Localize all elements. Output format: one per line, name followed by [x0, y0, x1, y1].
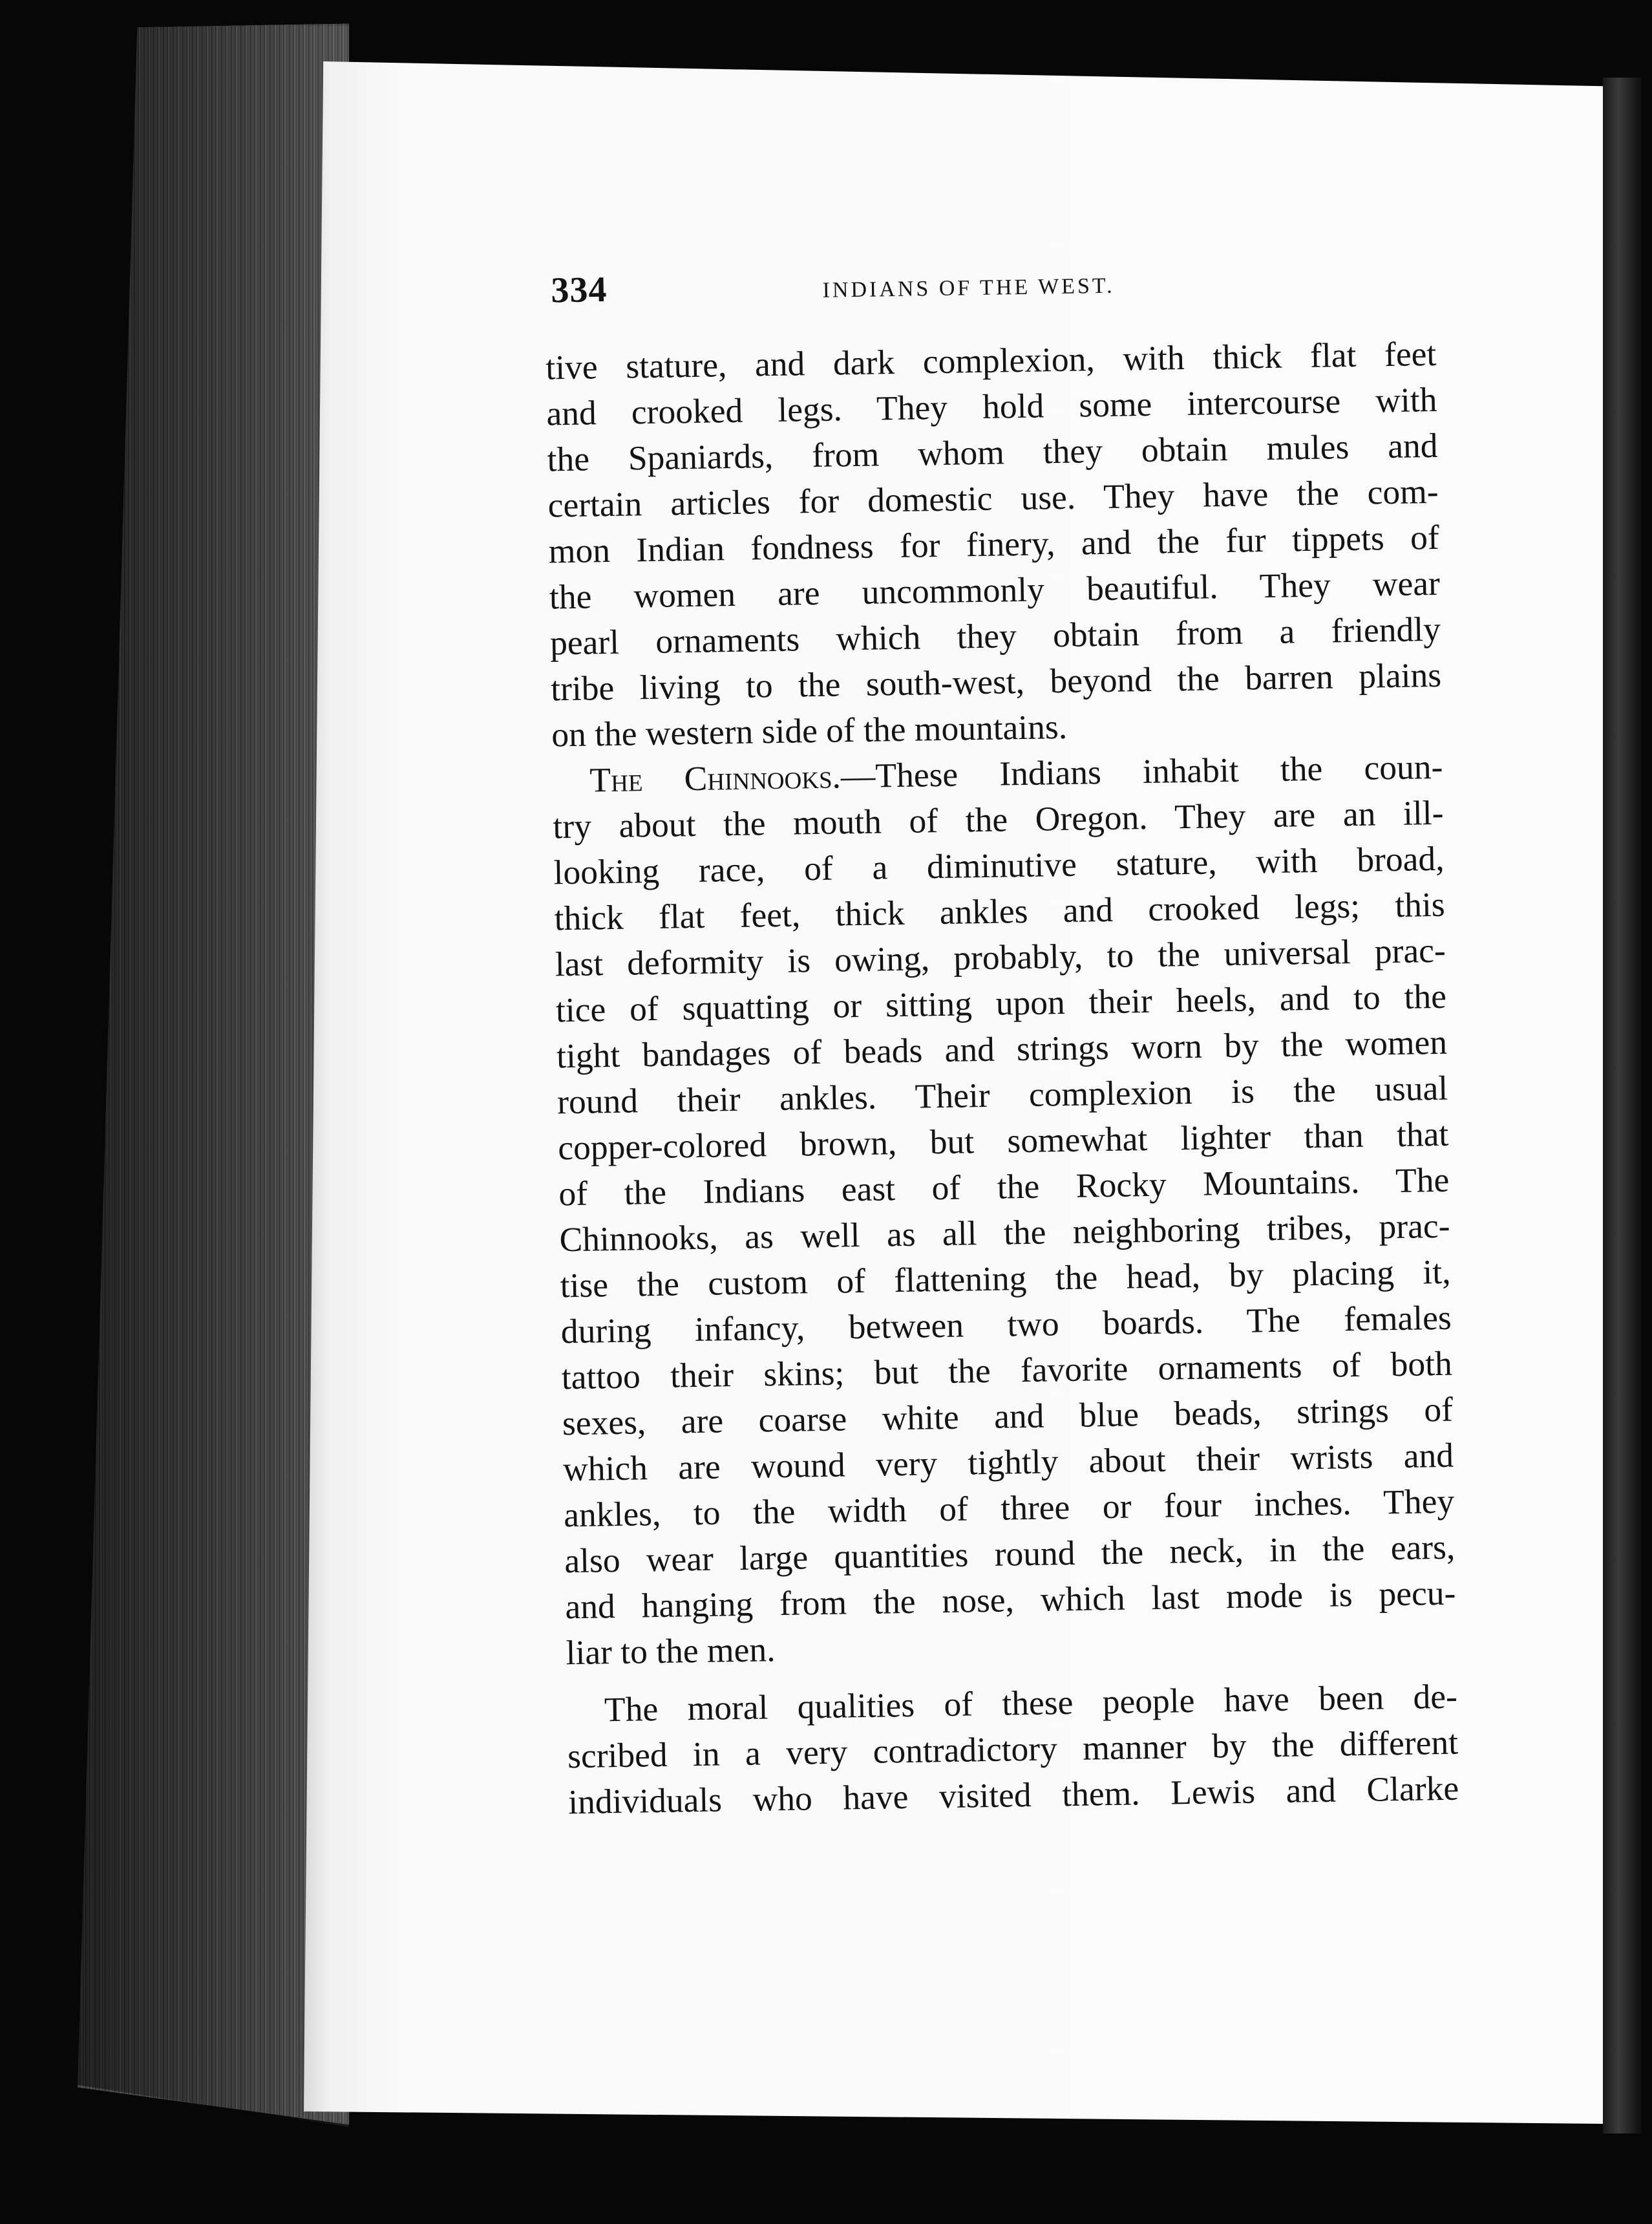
text-line: pearl ornaments which they obtain from a friendly: [549, 609, 1441, 663]
text-line: Chinnooks, as well as all the neighboring tribes, prac-: [559, 1206, 1450, 1259]
text-line: mon Indian fondness for finery, and the fur tippets of: [548, 517, 1440, 571]
text-line: sexes, are coarse white and blue beads, strings of: [562, 1389, 1454, 1443]
text-line: ankles, to the width of three or four inches. They: [563, 1481, 1455, 1535]
page-content: [524, 256, 1459, 1826]
text-line: liar to the men.: [566, 1630, 776, 1673]
paragraph-3: [566, 1674, 1459, 1826]
text-line: the Spaniards, from whom they obtain mules and: [547, 425, 1438, 479]
text-line: and hanging from the nose, which last mode is pecu-: [565, 1573, 1456, 1627]
text-line: last deformity is owing, probably, to the universal prac-: [555, 930, 1446, 984]
paragraph-first-line: The moral qualities of these people have been de-: [604, 1676, 1458, 1729]
text-line: certain articles for domestic use. They have the com-: [547, 471, 1439, 525]
paragraph-2-chinnooks: [552, 744, 1457, 1676]
text-line: tise the custom of flattening the head, by placing it,: [560, 1252, 1451, 1305]
text-line: and crooked legs. They hold some intercourse with: [546, 380, 1437, 433]
text-line: tattoo their skins; but the favorite ornaments of both: [561, 1343, 1453, 1397]
page-number: 334: [551, 269, 608, 311]
text-line: during infancy, between two boards. The females: [560, 1298, 1452, 1351]
text-line: tribe living to the south-west, beyond the barren plains: [550, 655, 1442, 709]
text-line: also wear large quantities round the neck, in the ears,: [564, 1527, 1456, 1581]
text-line: tight bandages of beads and strings worn by the women: [556, 1022, 1448, 1076]
text-line: which are wound very tightly about their wrists and: [562, 1435, 1454, 1489]
text-line: scribed in a very contradictory manner by the different: [567, 1722, 1459, 1776]
right-page-edge: [1603, 78, 1642, 2133]
section-heading-chinnooks: The Chinnooks.: [589, 756, 842, 800]
text-line: individuals who have visited them. Lewis and Clarke: [567, 1768, 1459, 1822]
text-line: the women are uncommonly beautiful. They wear: [549, 563, 1441, 617]
paragraph-1: [545, 331, 1443, 758]
text-line: of the Indians east of the Rocky Mountains. The: [558, 1160, 1450, 1214]
text-line: on the western side of the mountains.: [551, 707, 1068, 754]
first-line-text: —These Indians inhabit the coun-: [840, 747, 1443, 796]
running-title: INDIANS OF THE WEST.: [822, 273, 1115, 303]
text-line: copper-colored brown, but somewhat lighter than that: [557, 1114, 1449, 1168]
body-text: [545, 331, 1459, 1825]
text-line: thick flat feet, thick ankles and crooked legs; this: [554, 884, 1446, 938]
text-line: round their ankles. Their complexion is the usual: [556, 1068, 1448, 1122]
text-line: try about the mouth of the Oregon. They are an ill-: [553, 793, 1444, 846]
text-line: looking race, of a diminutive stature, with broad,: [553, 839, 1445, 892]
text-line: tice of squatting or sitting upon their heels, and to the: [555, 976, 1447, 1030]
text-line: tive stature, and dark complexion, with thick flat feet: [545, 334, 1437, 387]
